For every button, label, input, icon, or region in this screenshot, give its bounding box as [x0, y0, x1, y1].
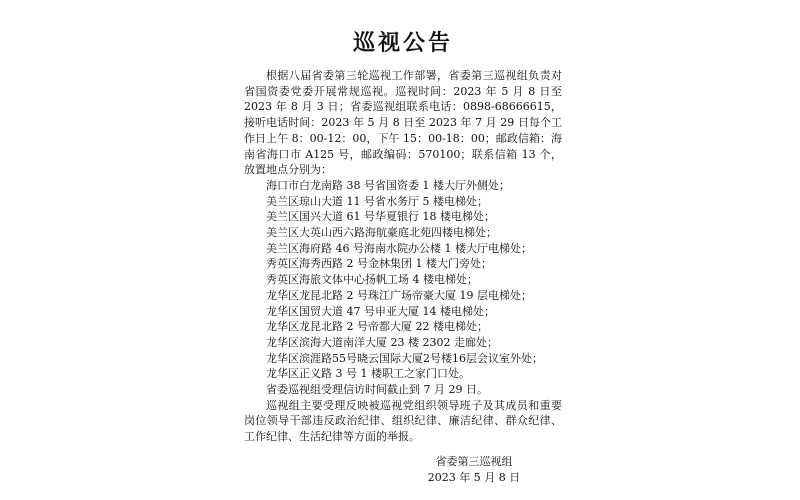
deadline-paragraph: 省委巡视组受理信访时间截止到 7 月 29 日。: [266, 383, 488, 397]
scope-paragraph: 巡视组主要受理反映被巡视党组织领导班子及其成员和重要岗位领导干部违反政治纪律、组织纪律、廉洁纪律、群众纪律、工作纪律、生活纪律等方面的举报。: [244, 398, 562, 444]
location-item: 秀英区海秀西路 2 号金林集团 1 楼大门旁处；: [266, 257, 492, 271]
location-item: 秀英区海旅文体中心扬帆工场 4 楼电梯处；: [266, 273, 478, 287]
location-item: 美兰区琼山大道 11 号省水务厅 5 楼电梯处；: [266, 194, 488, 208]
location-item: 龙华区龙昆北路 2 号帝都大厦 22 楼电梯处；: [266, 320, 488, 334]
signature-org: 省委第三巡视组: [435, 455, 513, 468]
location-list: [244, 178, 562, 382]
notice-document: [244, 0, 562, 500]
location-item: 美兰区海府路 46 号海南水院办公楼 1 楼大厅电梯处；: [266, 241, 532, 255]
location-item: 美兰区国兴大道 61 号华夏银行 18 楼电梯处；: [266, 210, 495, 224]
notice-title: 巡视公告: [352, 31, 453, 56]
location-item: 龙华区国贸大道 47 号申亚大厦 14 楼电梯处；: [266, 304, 495, 318]
location-item: 龙华区龙昆北路 2 号珠江广场帝豪大厦 19 层电梯处；: [266, 288, 532, 302]
location-item: 龙华区正义路 3 号 1 楼职工之家门口处。: [266, 367, 470, 381]
signature-block: [419, 454, 529, 486]
notice-body: [244, 68, 562, 445]
location-item: 龙华区滨涯路55号晓云国际大厦2号楼16层会议室外处；: [266, 351, 543, 365]
signature-date: 2023 年 5 月 8 日: [427, 471, 521, 484]
intro-paragraph: 根据八届省委第三轮巡视工作部署，省委第三巡视组负责对省国资委党委开展常规巡视。巡视时间：2023 年 5 月 8 日至 2023 年 8 月 3 日；省委巡视组联系电话：0898-68666615，接听电话时间：2023 年 5 月 8 日至 2023 年 7 月 29 日每个工作日上午 8：00-12：00，下午 15：00-18：00；邮政信箱：海南省海口市 A125 号，邮政编码：570100；联系信箱 13 个，放置地点分别为：: [244, 69, 562, 177]
location-item: 美兰区大英山西六路海航豪庭北苑四楼电梯处；: [266, 226, 497, 240]
location-item: 海口市白龙南路 38 号省国资委 1 楼大厅外侧处；: [266, 178, 510, 192]
location-item: 龙华区滨海大道南洋大厦 23 楼 2302 走廊处；: [266, 335, 498, 349]
